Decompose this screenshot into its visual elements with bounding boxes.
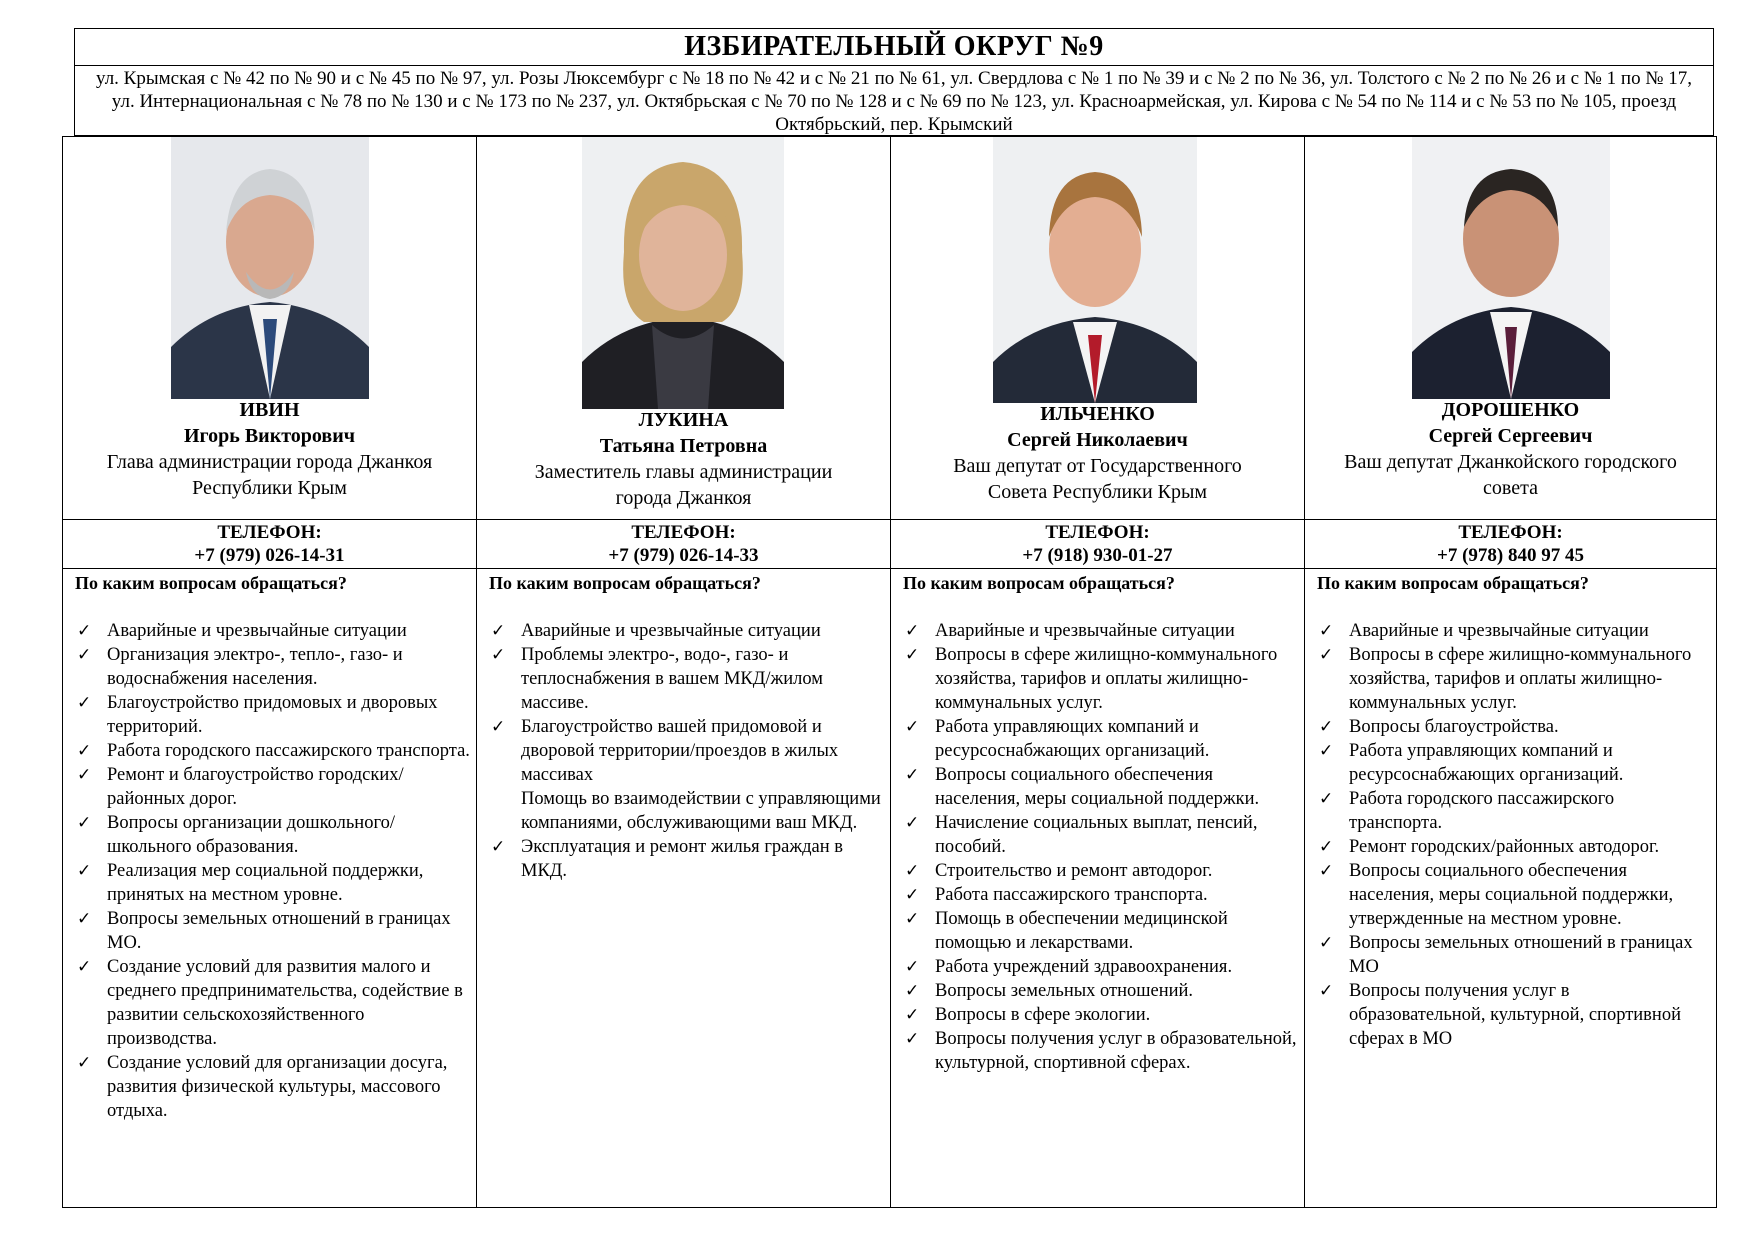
list-item: ✓ Работа управляющих компаний и ресурсоснабжающих организаций. xyxy=(905,717,1210,761)
check-icon: ✓ xyxy=(1319,861,1334,881)
check-icon: ✓ xyxy=(1319,645,1334,665)
list-item: ✓ Вопросы земельных отношений. xyxy=(905,981,1194,1001)
deputy-topics xyxy=(903,571,1298,1075)
deputy-topics xyxy=(1317,571,1710,1051)
topics-question: По каким вопросам обращаться? xyxy=(1317,573,1589,593)
list-item: ✓ Работа пассажирского транспорта. xyxy=(905,885,1208,905)
deputy-given-name: Игорь Викторович xyxy=(183,425,355,447)
district-streets: ул. Крымская с № 42 по № 90 и с № 45 по № 97, ул. Розы Люксембург с № 18 по № 42 и с № 21 по № 61, ул. Свердлова с № 1 по № 39 и с № 2 по № 36, ул. Толстого с № 2 по № 26 и с № 1 по № 17, ул. Интернациональная с № 78 по № 130 и с № 173 по № 237, ул. Октябрьская с № 70 по № 128 и с № 69 по № 123, ул. Красноармейская, ул. Кирова с № 54 по № 114 и с № 53 по № 105, проезд Октябрьский, пер. Крымский xyxy=(96,68,1692,135)
check-icon: ✓ xyxy=(77,693,92,713)
check-icon: ✓ xyxy=(1319,933,1334,953)
check-icon: ✓ xyxy=(905,1029,920,1049)
list-item: ✓ Аварийные и чрезвычайные ситуации xyxy=(1319,621,1649,641)
phone-number[interactable]: +7 (978) 840 97 45 xyxy=(1437,545,1584,566)
check-icon: ✓ xyxy=(1319,837,1334,857)
deputy-photo xyxy=(993,137,1197,403)
list-item: Помощь во взаимодействии с управляющими компаниями, обслуживающими ваш МКД. xyxy=(521,789,881,833)
check-icon: ✓ xyxy=(77,909,92,929)
check-icon: ✓ xyxy=(77,621,92,641)
list-item: ✓ Благоустройство придомовых и дворовых территорий. xyxy=(77,693,438,737)
check-icon: ✓ xyxy=(905,981,920,1001)
list-item: ✓ Строительство и ремонт автодорог. xyxy=(905,861,1213,881)
deputy-info xyxy=(891,401,1304,505)
topics-question: По каким вопросам обращаться? xyxy=(903,573,1175,593)
check-icon: ✓ xyxy=(77,813,92,833)
check-icon: ✓ xyxy=(491,621,506,641)
list-item: ✓ Реализация мер социальной поддержки, принятых на местном уровне. xyxy=(77,861,424,905)
list-item: ✓ Вопросы благоустройства. xyxy=(1319,717,1559,737)
district-title: ИЗБИРАТЕЛЬНЫЙ ОКРУГ №9 xyxy=(75,29,1713,66)
list-item: ✓ Работа управляющих компаний и ресурсоснабжающих организаций. xyxy=(1319,741,1624,785)
check-icon: ✓ xyxy=(491,837,506,857)
deputy-card-ilchenko xyxy=(891,137,1305,1207)
list-item: ✓ Работа городского пассажирского транспорта. xyxy=(77,741,470,761)
check-icon: ✓ xyxy=(905,765,920,785)
phone-label: ТЕЛЕФОН: xyxy=(1045,522,1150,543)
deputy-surname: ИВИН xyxy=(239,399,300,421)
topics-question: По каким вопросам обращаться? xyxy=(489,573,761,593)
list-item: ✓ Благоустройство вашей придомовой и дворовой территории/проездов в жилых массивах xyxy=(491,717,839,785)
check-icon: ✓ xyxy=(491,645,506,665)
list-item: ✓ Вопросы социального обеспечения населения, меры социальной поддержки. xyxy=(905,765,1260,809)
topics-question: По каким вопросам обращаться? xyxy=(75,573,347,593)
list-item: ✓ Создание условий для развития малого и среднего предпринимательства, содействие в развитии сельскохозяйственного производства. xyxy=(77,957,463,1049)
deputy-phone-block xyxy=(63,521,476,567)
deputy-photo xyxy=(582,137,784,409)
list-item: ✓ Вопросы в сфере жилищно-коммунального хозяйства, тарифов и оплаты жилищно-коммунальных услуг. xyxy=(905,645,1278,713)
list-item: ✓ Вопросы социального обеспечения населения, меры социальной поддержки, утвержденные на местном уровне. xyxy=(1319,861,1674,929)
deputy-position: Заместитель главы администрации города Джанкоя xyxy=(534,461,833,509)
deputy-surname: ЛУКИНА xyxy=(638,409,729,431)
check-icon: ✓ xyxy=(905,645,920,665)
deputy-card-doroshenko xyxy=(1305,137,1716,1207)
list-item: ✓ Вопросы земельных отношений в границах МО. xyxy=(77,909,451,953)
check-icon: ✓ xyxy=(491,717,506,737)
deputy-card-lukina xyxy=(477,137,891,1207)
check-icon: ✓ xyxy=(77,645,92,665)
deputy-card-ivin xyxy=(63,137,477,1207)
deputies-table xyxy=(62,136,1717,1208)
check-icon: ✓ xyxy=(77,741,92,761)
list-item: ✓ Вопросы получения услуг в образовательной, культурной, спортивной сферах. xyxy=(905,1029,1297,1073)
deputy-topics xyxy=(489,571,884,883)
deputy-info xyxy=(63,397,476,501)
phone-number[interactable]: +7 (979) 026-14-31 xyxy=(194,545,345,566)
list-item: ✓ Вопросы в сфере экологии. xyxy=(905,1005,1151,1025)
list-item: ✓ Эксплуатация и ремонт жилья граждан в МКД. xyxy=(491,837,844,881)
list-item: ✓ Вопросы в сфере жилищно-коммунального хозяйства, тарифов и оплаты жилищно-коммунальных услуг. xyxy=(1319,645,1692,713)
list-item: ✓ Аварийные и чрезвычайные ситуации xyxy=(77,621,407,641)
check-icon: ✓ xyxy=(905,813,920,833)
check-icon: ✓ xyxy=(77,765,92,785)
list-item: ✓ Помощь в обеспечении медицинской помощью и лекарствами. xyxy=(905,909,1228,953)
district-header xyxy=(74,28,1714,136)
deputy-info xyxy=(1305,397,1716,501)
deputy-position: Глава администрации города Джанкоя Республики Крым xyxy=(106,451,433,499)
list-item: ✓ Работа учреждений здравоохранения. xyxy=(905,957,1233,977)
deputy-surname: ДОРОШЕНКО xyxy=(1441,399,1580,421)
list-item: ✓ Начисление социальных выплат, пенсий, пособий. xyxy=(905,813,1258,857)
check-icon: ✓ xyxy=(905,885,920,905)
check-icon: ✓ xyxy=(1319,741,1334,761)
deputy-surname: ИЛЬЧЕНКО xyxy=(1040,403,1155,425)
check-icon: ✓ xyxy=(1319,789,1334,809)
deputy-position: Ваш депутат от Государственного Совета Республики Крым xyxy=(953,455,1242,503)
deputy-position: Ваш депутат Джанкойского городского совета xyxy=(1344,451,1677,499)
phone-label: ТЕЛЕФОН: xyxy=(1458,522,1563,543)
deputy-given-name: Сергей Сергеевич xyxy=(1428,425,1593,447)
check-icon: ✓ xyxy=(1319,981,1334,1001)
check-icon: ✓ xyxy=(905,909,920,929)
check-icon: ✓ xyxy=(77,957,92,977)
check-icon: ✓ xyxy=(905,621,920,641)
list-item: ✓ Организация электро-, тепло-, газо- и водоснабжения населения. xyxy=(77,645,403,689)
check-icon: ✓ xyxy=(905,1005,920,1025)
check-icon: ✓ xyxy=(905,717,920,737)
deputy-photo xyxy=(171,137,369,399)
check-icon: ✓ xyxy=(1319,717,1334,737)
list-item: ✓ Аварийные и чрезвычайные ситуации xyxy=(491,621,821,641)
list-item: ✓ Проблемы электро-, водо-, газо- и теплоснабжения в вашем МКД/жилом массиве. xyxy=(491,645,824,713)
list-item: ✓ Вопросы земельных отношений в границах МО xyxy=(1319,933,1693,977)
list-item: ✓ Работа городского пассажирского транспорта. xyxy=(1319,789,1615,833)
deputy-info xyxy=(477,407,890,511)
check-icon: ✓ xyxy=(905,861,920,881)
deputy-phone-block xyxy=(1305,521,1716,567)
check-icon: ✓ xyxy=(77,1053,92,1073)
list-item: ✓ Создание условий для организации досуга, развития физической культуры, массового отдыха. xyxy=(77,1053,448,1121)
deputy-given-name: Сергей Николаевич xyxy=(1007,429,1188,451)
deputy-phone-block xyxy=(891,521,1304,567)
deputy-topics xyxy=(75,571,470,1123)
phone-number[interactable]: +7 (979) 026-14-33 xyxy=(608,545,759,566)
list-item: ✓ Вопросы получения услуг в образовательной, культурной, спортивной сферах в МО xyxy=(1319,981,1681,1049)
check-icon: ✓ xyxy=(905,957,920,977)
check-icon: ✓ xyxy=(1319,621,1334,641)
phone-label: ТЕЛЕФОН: xyxy=(631,522,736,543)
deputy-phone-block xyxy=(477,521,890,567)
list-item: ✓ Ремонт и благоустройство городских/районных дорог. xyxy=(77,765,404,809)
list-item: ✓ Ремонт городских/районных автодорог. xyxy=(1319,837,1660,857)
list-item: ✓ Вопросы организации дошкольного/школьного образования. xyxy=(77,813,395,857)
deputy-given-name: Татьяна Петровна xyxy=(599,435,768,457)
check-icon: ✓ xyxy=(77,861,92,881)
phone-number[interactable]: +7 (918) 930-01-27 xyxy=(1022,545,1173,566)
phone-label: ТЕЛЕФОН: xyxy=(217,522,322,543)
deputy-photo xyxy=(1412,137,1610,399)
list-item: ✓ Аварийные и чрезвычайные ситуации xyxy=(905,621,1235,641)
